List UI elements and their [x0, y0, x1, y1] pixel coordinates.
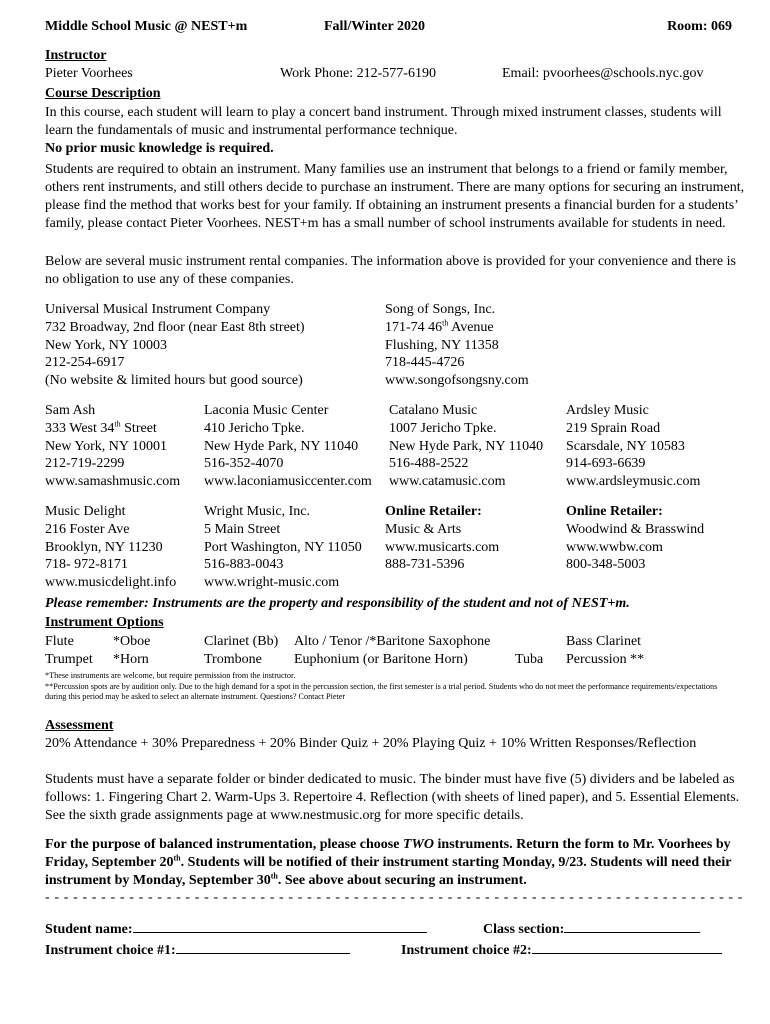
vendor-phone: 516-488-2522	[389, 456, 469, 472]
vendor-city: New Hyde Park, NY 11040	[204, 438, 359, 454]
vendor-website: www.samashmusic.com	[45, 474, 181, 490]
instrument-horn: *Horn	[113, 652, 149, 667]
vendor-wright	[204, 503, 362, 592]
course-title: Middle School Music @ NEST+m	[45, 19, 248, 34]
term: Fall/Winter 2020	[324, 19, 425, 34]
vendor-name: Catalano Music	[389, 403, 478, 418]
class-section-field[interactable]	[564, 919, 700, 933]
rental-intro: Below are several music instrument rental companies. The information above is provided for your convenience and there is no obligation to use any of these companies.	[45, 254, 736, 287]
instructor-phone: Work Phone: 212-577-6190	[280, 66, 436, 81]
instrument-euphonium: Euphonium (or Baritone Horn)	[294, 652, 468, 667]
vendor-laconia	[204, 402, 372, 491]
instrument-paragraph: Students are required to obtain an instrument. Many families use an instrument that belongs to a friend or family member, others rent instruments, and still others decide to purchase an instrument. There are many options for securing an instrument, please find the method that works best for your family. If obtaining an instrument presents a financial burden for a students’ family, please contact Pieter Voorhees. NEST+m has a small number of school instruments available for students in need.	[45, 162, 745, 231]
student-name-field[interactable]	[133, 919, 427, 933]
vendor-website: www.musicarts.com	[385, 539, 500, 555]
vendor-address: 5 Main Street	[204, 521, 281, 537]
choice2-field[interactable]	[532, 940, 722, 954]
cut-line: - - - - - - - - - - - - - - - - - - - - - - - - - - - - - - - - - - - - - - - - - - - - - - - - - - - - - - - - - - - - - - - - - - - - - - - - - - -	[45, 890, 744, 905]
instrument-percussion: Percussion **	[566, 652, 645, 667]
vendor-universal	[45, 301, 305, 390]
vendor-phone: 914-693-6639	[566, 456, 646, 472]
vendor-website: www.wwbw.com	[566, 539, 663, 555]
vendor-song-of-songs	[385, 301, 529, 390]
vendor-website: www.laconiamusiccenter.com	[204, 474, 372, 490]
vendor-website: www.songofsongsny.com	[385, 373, 529, 389]
instructor-email: Email: pvoorhees@schools.nyc.gov	[502, 66, 704, 81]
instrument-clarinet: Clarinet (Bb)	[204, 634, 279, 649]
vendor-note: (No website & limited hours but good source)	[45, 373, 303, 389]
vendor-website: www.ardsleymusic.com	[566, 474, 701, 490]
vendor-phone: 800-348-5003	[566, 557, 646, 573]
vendor-name: Sam Ash	[45, 403, 96, 418]
vendor-phone: 718-445-4726	[385, 355, 465, 371]
vendor-name: Ardsley Music	[566, 403, 649, 418]
vendor-name: Music & Arts	[385, 521, 462, 537]
vendor-name: Universal Musical Instrument Company	[45, 302, 271, 317]
vendor-address: 732 Broadway, 2nd floor (near East 8th street)	[45, 319, 305, 335]
vendor-address: 216 Foster Ave	[45, 521, 130, 537]
vendor-phone: 212-719-2299	[45, 456, 125, 472]
assessment-heading: Assessment	[45, 718, 114, 733]
class-section-row	[483, 919, 700, 938]
vendor-name: Woodwind & Brasswind	[566, 521, 705, 537]
vendor-phone: 516-352-4070	[204, 456, 284, 472]
student-name-label: Student name:	[45, 922, 133, 937]
online-retailer-label: Online Retailer:	[385, 504, 482, 519]
instructor-heading: Instructor	[45, 48, 107, 63]
vendor-city: New York, NY 10001	[45, 438, 167, 454]
vendor-website: www.musicdelight.info	[45, 575, 177, 591]
choice2-row	[401, 940, 722, 959]
vendor-sam-ash	[45, 402, 180, 491]
instrument-bass-clarinet: Bass Clarinet	[566, 634, 642, 649]
percussion-note: **Percussion spots are by audition only. Due to the high demand for a spot in the percussion section, the first semester is a trial period. Students who do not meet the performance requirements/expectations during this period may be asked to select an alternate instrument. Questions? Contact Pieter	[45, 682, 718, 701]
selection-instructions: For the purpose of balanced instrumentation, please choose TWO instruments. Return the form to Mr. Voorhees by Friday, September 20th. Students will be notified of their instrument starting Monday, 9/23. Students will need their instrument by Monday, September 30th. See above about securing an instrument.	[45, 837, 732, 888]
instrument-tuba: Tuba	[515, 652, 544, 667]
vendor-phone: 212-254-6917	[45, 355, 125, 371]
grading-breakdown: 20% Attendance + 30% Preparedness + 20% Binder Quiz + 20% Playing Quiz + 10% Written Responses/Reflection	[45, 736, 697, 751]
online-retailer-label: Online Retailer:	[566, 504, 663, 519]
vendor-address: 219 Sprain Road	[566, 420, 661, 436]
course-description: In this course, each student will learn to play a concert band instrument. Through mixed instrument classes, students will learn the fundamentals of music and instrumental performance technique.	[45, 105, 722, 138]
permission-note: *These instruments are welcome, but require permission from the instructor.	[45, 671, 296, 680]
class-section-label: Class section:	[483, 922, 565, 937]
instrument-trombone: Trombone	[204, 652, 262, 667]
vendor-name: Song of Songs, Inc.	[385, 302, 496, 317]
vendor-phone: 718- 972-8171	[45, 557, 128, 573]
choice1-row	[45, 940, 350, 959]
choice1-label: Instrument choice #1:	[45, 943, 176, 958]
vendor-address: 1007 Jericho Tpke.	[389, 420, 497, 436]
vendor-music-arts	[385, 503, 499, 574]
vendor-website: www.catamusic.com	[389, 474, 506, 490]
vendor-city: Flushing, NY 11358	[385, 337, 499, 353]
reminder: Please remember: Instruments are the property and responsibility of the student and not of NEST+m.	[45, 596, 630, 611]
no-prior-knowledge: No prior music knowledge is required.	[45, 141, 274, 156]
vendor-city: Port Washington, NY 11050	[204, 539, 362, 555]
room: Room: 069	[667, 19, 732, 34]
vendor-city: New Hyde Park, NY 11040	[389, 438, 544, 454]
vendor-address: 410 Jericho Tpke.	[204, 420, 305, 436]
vendor-name: Laconia Music Center	[204, 403, 329, 418]
vendor-city: New York, NY 10003	[45, 337, 167, 353]
instrument-saxophone: Alto / Tenor /*Baritone Saxophone	[294, 634, 491, 649]
student-name-row	[45, 919, 427, 938]
vendor-name: Wright Music, Inc.	[204, 504, 310, 519]
vendor-ardsley	[566, 402, 700, 491]
instrument-trumpet: Trumpet	[45, 652, 93, 667]
vendor-music-delight	[45, 503, 176, 592]
vendor-catalano	[389, 402, 543, 491]
vendor-address: 171-74 46th Avenue	[385, 318, 494, 335]
instrument-options-heading: Instrument Options	[45, 615, 164, 630]
vendor-phone: 888-731-5396	[385, 557, 465, 573]
instructor-name: Pieter Voorhees	[45, 66, 133, 81]
vendor-phone: 516-883-0043	[204, 557, 284, 573]
choice1-field[interactable]	[176, 940, 350, 954]
vendor-wwbw	[566, 503, 704, 574]
instrument-flute: Flute	[45, 634, 74, 649]
vendor-city: Brooklyn, NY 11230	[45, 539, 163, 555]
choice2-label: Instrument choice #2:	[401, 943, 532, 958]
vendor-name: Music Delight	[45, 504, 126, 519]
vendor-address: 333 West 34th Street	[45, 419, 157, 436]
instrument-oboe: *Oboe	[113, 634, 151, 649]
vendor-city: Scarsdale, NY 10583	[566, 438, 685, 454]
vendor-website: www.wright-music.com	[204, 575, 340, 591]
course-heading: Course Description	[45, 86, 161, 101]
binder-requirements: Students must have a separate folder or binder dedicated to music. The binder must have five (5) dividers and be labeled as follows: 1. Fingering Chart 2. Warm-Ups 3. Repertoire 4. Reflection (with sheets of lined paper), and 5. Essential Elements. See the sixth grade assignments page at www.nestmusic.org for more specific details.	[45, 772, 740, 823]
